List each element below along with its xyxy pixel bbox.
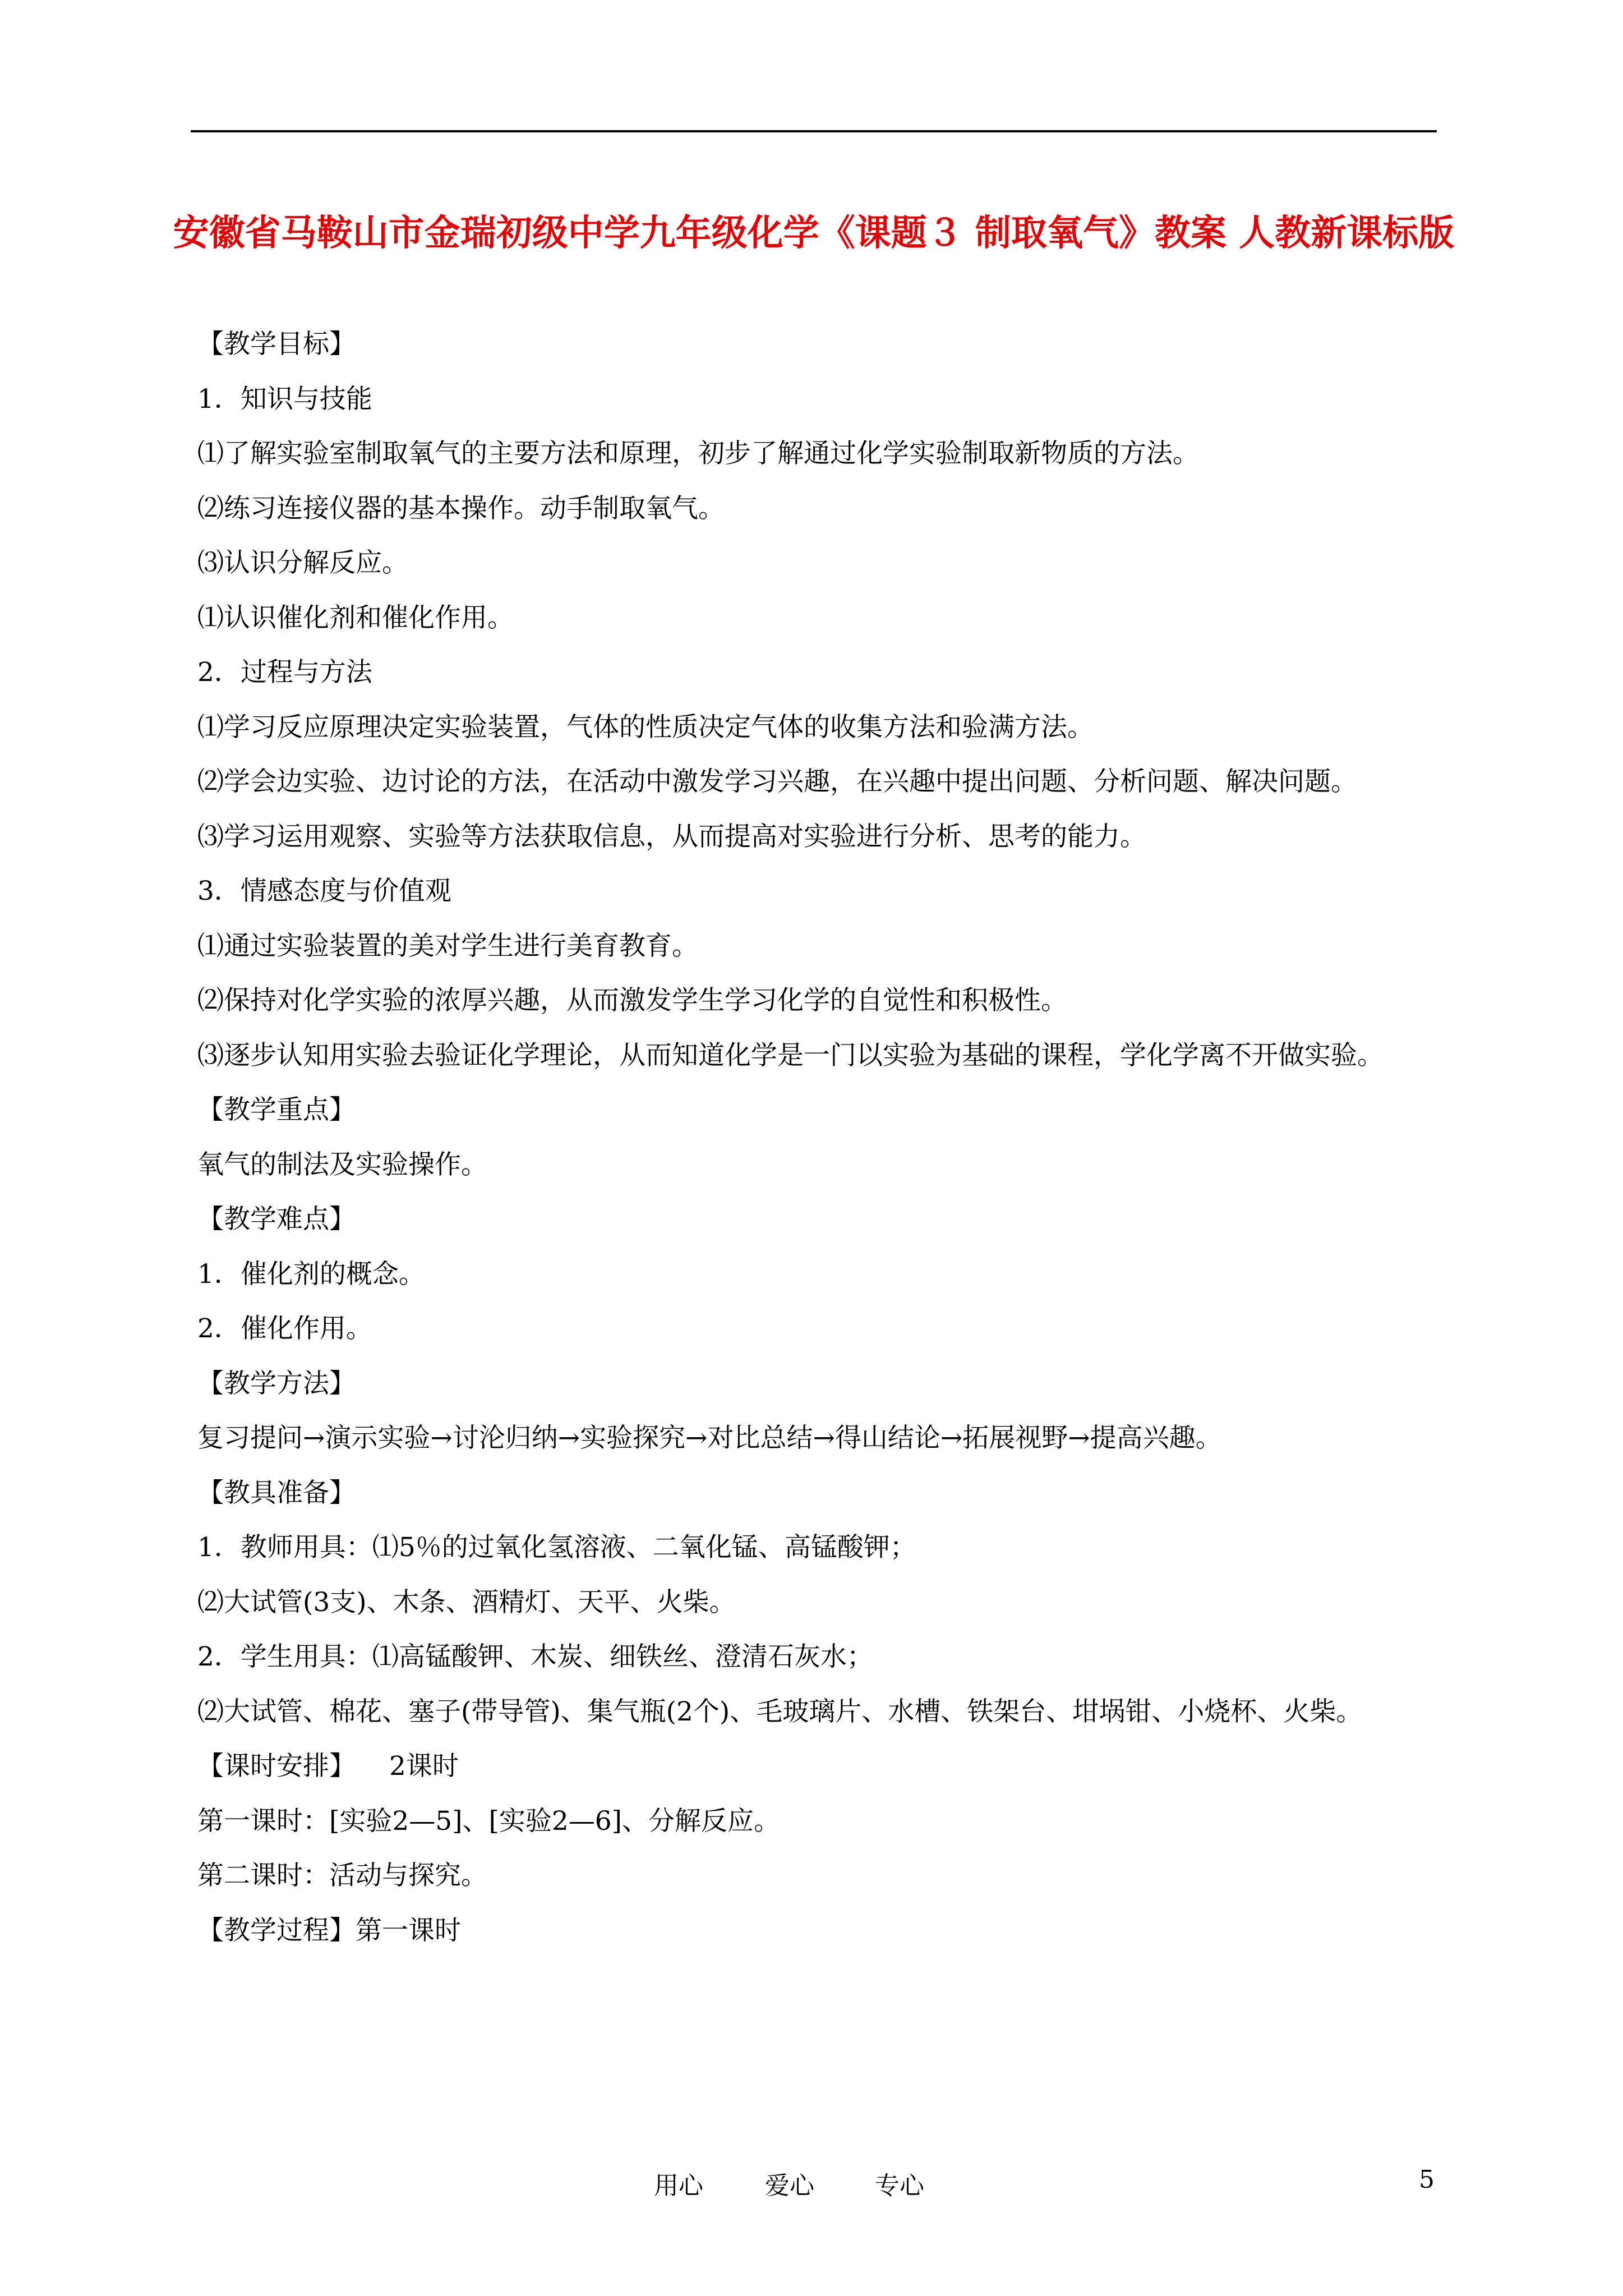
text-line: 2．学生用具：⑴高锰酸钾、木炭、细铁丝、澄清石灰水； [197,1641,873,1672]
text-line: 第一课时：[实验2—5]、[实验2—6]、分解反应。 [197,1805,780,1837]
text-line: ⑵学会边实验、边讨论的方法，在活动中激发学习兴趣，在兴趣中提出问题、分析问题、解决问题。 [197,766,1357,797]
heading-key-points: 【教学重点】 [197,1094,356,1125]
text-line: ⑴了解实验室制取氧气的主要方法和原理，初步了解通过化学实验制取新物质的方法。 [197,438,1199,469]
document-title: 安徽省马鞍山市金瑞初级中学九年级化学《课题３ 制取氧气》教案 人教新课标版 [173,213,1455,254]
process-value: 第一课时 [356,1915,461,1946]
heading-difficulties: 【教学难点】 [197,1204,356,1235]
text-line: ⑴认识催化剂和催化作用。 [197,602,514,633]
heading-objectives: 【教学目标】 [197,329,356,360]
text-line: ⑵保持对化学实验的浓厚兴趣，从而激发学生学习化学的自觉性和积极性。 [197,985,1067,1016]
header-rule [191,130,1437,132]
page-number: 5 [1419,2165,1435,2194]
text-line: 氧气的制法及实验操作。 [197,1149,487,1180]
text-line: 2．催化作用。 [197,1313,372,1344]
heading-methods: 【教学方法】 [197,1368,356,1399]
text-line: 1．催化剂的概念。 [197,1258,425,1290]
text-line: 复习提问→演示实验→讨沦归纳→实验探究→对比总结→得山结论→拓展视野→提高兴趣。 [197,1423,1222,1453]
schedule-label: 【课时安排】 [197,1751,356,1782]
text-line: 2．过程与方法 [197,657,372,688]
process-line [197,1903,1442,1958]
text-line: ⑶学习运用观察、实验等方法获取信息，从而提高对实验进行分析、思考的能力。 [197,821,1146,852]
text-line: ⑵练习连接仪器的基本操作。动手制取氧气。 [197,493,725,524]
footer-motto-2: 爱心 [765,2171,814,2200]
footer-motto-1: 用心 [654,2171,703,2200]
text-line: 3．情感态度与价值观 [197,876,451,907]
text-line: 第二课时：活动与探究。 [197,1860,487,1891]
text-line: ⑶认识分解反应。 [197,547,408,578]
heading-materials: 【教具准备】 [197,1477,356,1508]
footer-motto-3: 专心 [875,2171,924,2200]
document-body [197,317,1442,1958]
schedule-line [197,1739,1442,1794]
text-line: 1．知识与技能 [197,383,372,415]
schedule-value: 2课时 [389,1751,459,1782]
text-paragraph: ⑶逐步认知用实验去验证化学理论，从而知道化学是一门以实验为基础的课程，学化学离不开做实验。 [197,1039,1384,1071]
text-line: 1．教师用具：⑴5％的过氧化氢溶液、二氧化锰、高锰酸钾； [197,1532,916,1563]
process-label: 【教学过程】 [197,1915,356,1946]
text-line: ⑴学习反应原理决定实验装置，气体的性质决定气体的收集方法和验满方法。 [197,711,1094,743]
text-line: ⑴通过实验装置的美对学生进行美育教育。 [197,930,698,961]
text-line: ⑵大试管(3支)、木条、酒精灯、天平、火柴。 [197,1586,736,1618]
text-paragraph: ⑵大试管、棉花、塞子(带导管)、集气瓶(2个)、毛玻璃片、水槽、铁架台、坩埚钳、小烧杯、火柴。 [197,1696,1363,1727]
